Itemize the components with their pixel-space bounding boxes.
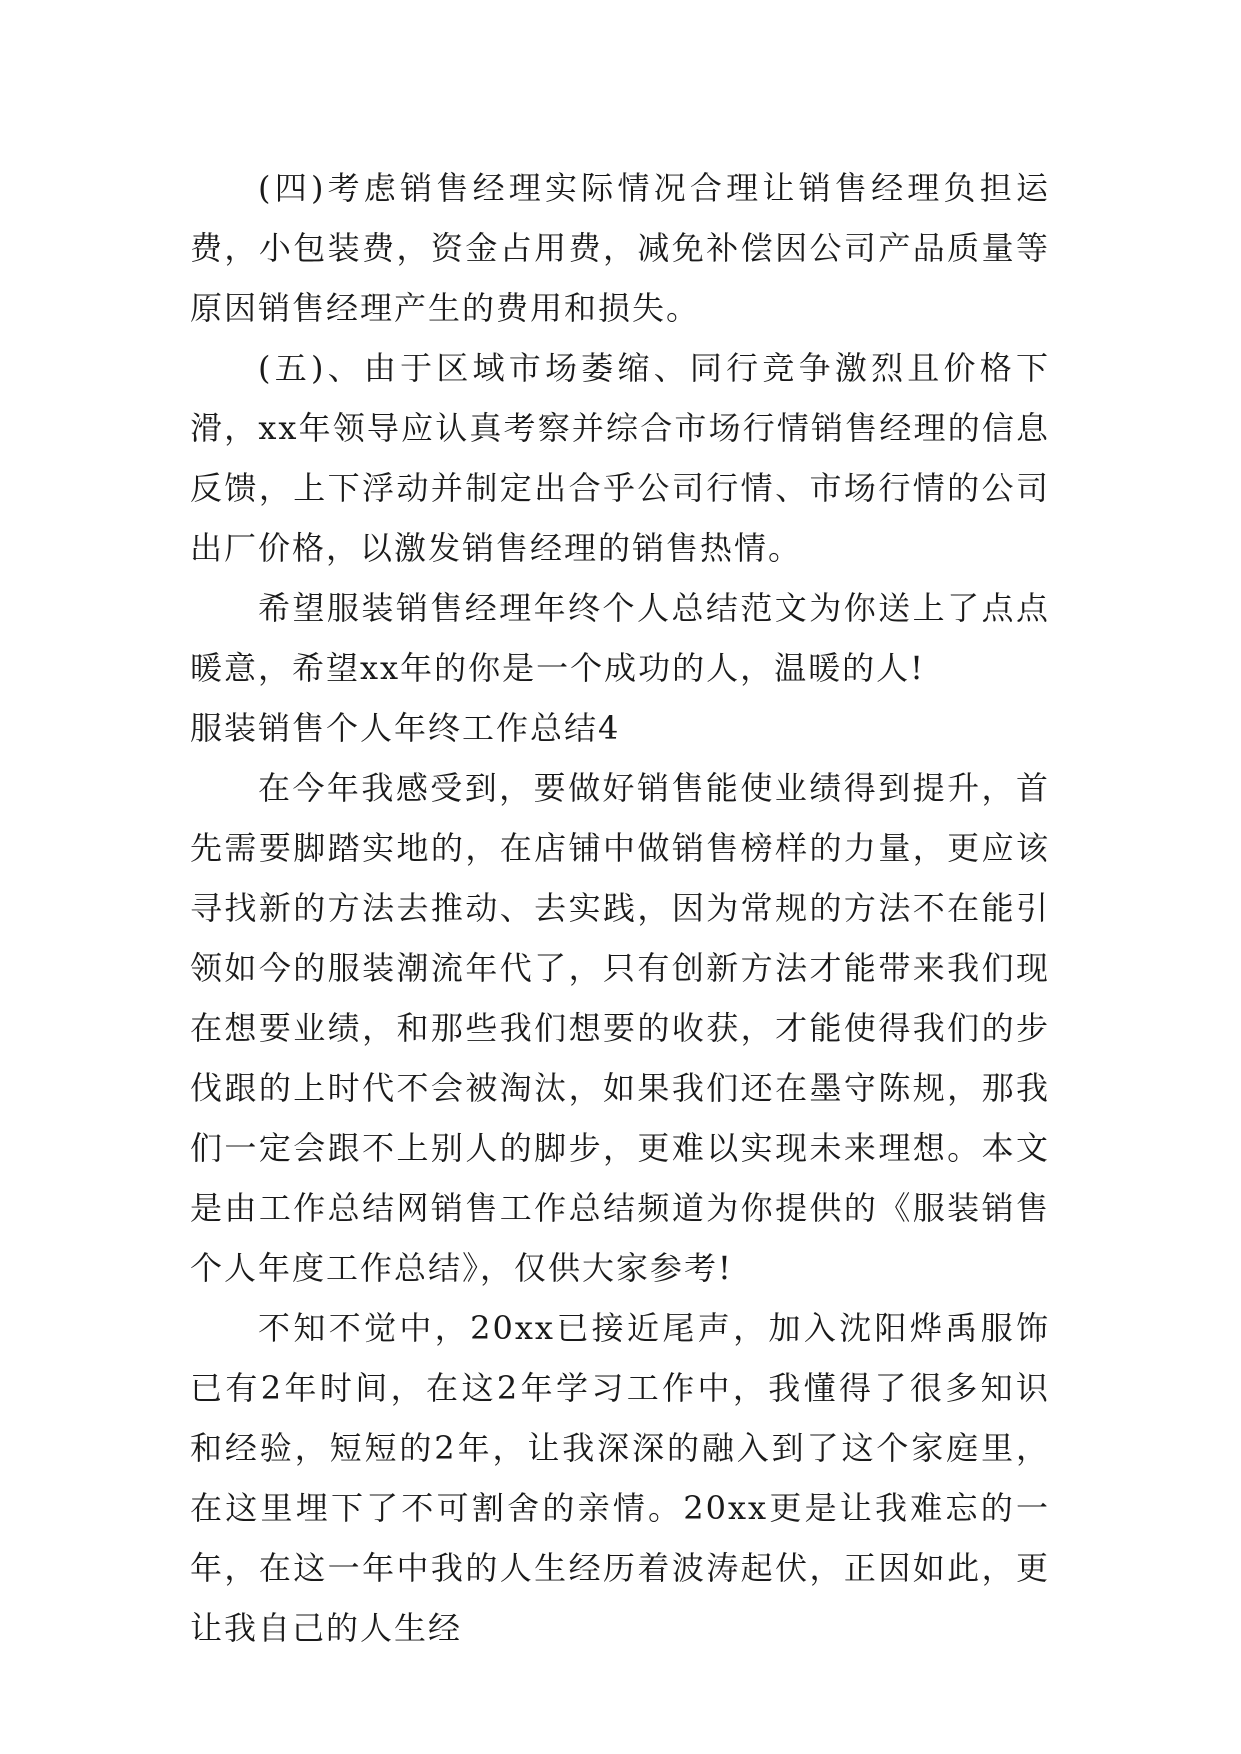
document-body bbox=[190, 158, 1050, 1658]
paragraph-closing-wish: 希望服装销售经理年终个人总结范文为你送上了点点暖意，希望xx年的你是一个成功的人，温暖的人! bbox=[190, 589, 1050, 687]
paragraph-pricing: (五)、由于区域市场萎缩、同行竞争激烈且价格下滑，xx年领导应认真考察并综合市场行情销售经理的信息反馈，上下浮动并制定出合乎公司行情、市场行情的公司出厂价格，以激发销售经理的销售热情。 bbox=[190, 349, 1050, 567]
section-heading: 服装销售个人年终工作总结4 bbox=[190, 709, 621, 747]
paragraph-experience: 不知不觉中，20xx已接近尾声，加入沈阳烨禹服饰已有2年时间，在这2年学习工作中，我懂得了很多知识和经验，短短的2年，让我深深的融入到了这个家庭里，在这里埋下了不可割舍的亲情。20xx更是让我难忘的一年，在这一年中我的人生经历着波涛起伏，正因如此，更让我自己的人生经 bbox=[190, 1309, 1050, 1647]
paragraph-innovation: 在今年我感受到，要做好销售能使业绩得到提升，首先需要脚踏实地的，在店铺中做销售榜样的力量，更应该寻找新的方法去推动、去实践，因为常规的方法不在能引领如今的服装潮流年代了，只有创新方法才能带来我们现在想要业绩，和那些我们想要的收获，才能使得我们的步伐跟的上时代不会被淘汰，如果我们还在墨守陈规，那我们一定会跟不上别人的脚步，更难以实现未来理想。本文是由工作总结网销售工作总结频道为你提供的《服装销售个人年度工作总结》，仅供大家参考! bbox=[190, 769, 1050, 1287]
paragraph-shipping-costs: (四)考虑销售经理实际情况合理让销售经理负担运费，小包装费，资金占用费，减免补偿因公司产品质量等原因销售经理产生的费用和损失。 bbox=[190, 169, 1050, 327]
